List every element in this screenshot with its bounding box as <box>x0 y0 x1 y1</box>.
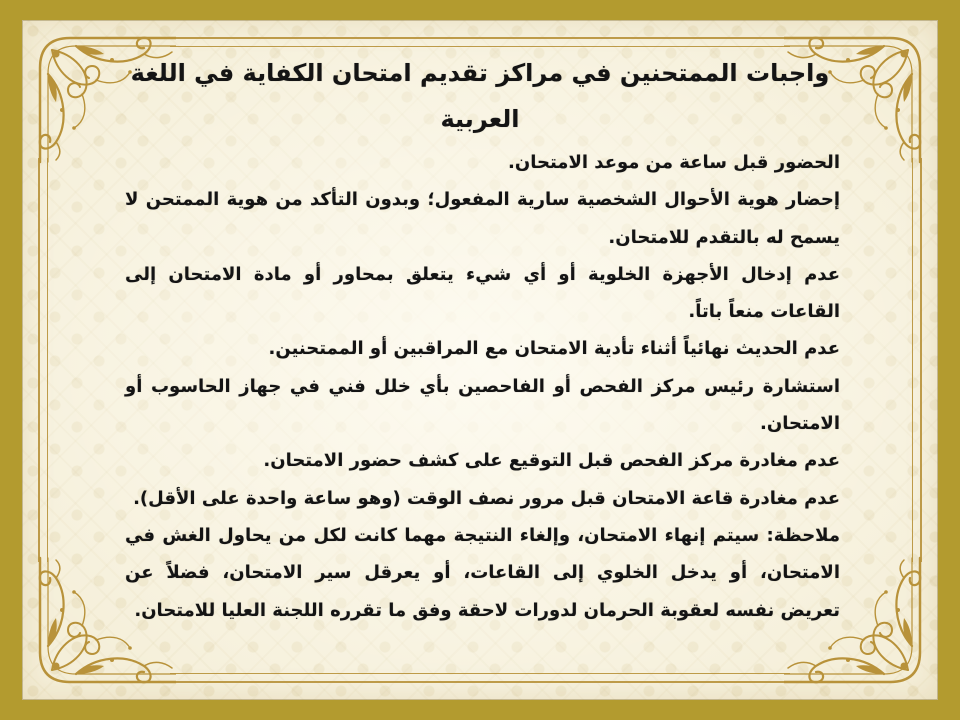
text-line: الحضور قبل ساعة من موعد الامتحان. <box>508 152 840 173</box>
text-line: الامتحان. <box>760 413 840 435</box>
document-title <box>130 50 830 142</box>
text-line: تعريض نفسه لعقوبة الحرمان لدورات لاحقة وفق ما تقرره اللجنة العليا للامتحان. <box>134 599 840 621</box>
rule-item <box>125 368 840 443</box>
text-line: عدم مغادرة مركز الفحص قبل التوقيع على كشف حضور الامتحان. <box>263 450 840 472</box>
frame-rule-top <box>170 37 790 47</box>
text-line: إحضار هوية الأحوال الشخصية سارية المفعول؛ وبدون التأكد من هوية الممتحن لا <box>125 189 840 211</box>
rule-item <box>125 256 840 331</box>
note-item <box>125 517 840 629</box>
text-line: عدم مغادرة قاعة الامتحان قبل مرور نصف الوقت (وهو ساعة واحدة على الأقل). <box>133 487 840 509</box>
text-line: عدم إدخال الأجهزة الخلوية أو أي شيء يتعلق بمحاور أو مادة الامتحان إلى <box>125 263 840 285</box>
document-body <box>125 144 840 629</box>
frame-rule-left <box>38 158 48 562</box>
frame-rule-bottom <box>170 673 790 683</box>
text-line: الامتحان، أو يدخل الخلوي إلى القاعات، أو يعرقل سير الامتحان، فضلاً عن <box>125 562 840 584</box>
text-line: استشارة رئيس مركز الفحص أو الفاحصين بأي خلل فني في جهاز الحاسوب أو <box>125 375 840 397</box>
title-line: واجبات الممتحنين في مراكز تقديم امتحان الكفاية في اللغة <box>130 59 830 87</box>
rule-item <box>125 144 840 181</box>
rule-item <box>125 442 840 479</box>
text-line: يسمح له بالتقدم للامتحان. <box>608 226 840 248</box>
title-line: العربية <box>440 105 520 133</box>
text-line: ملاحظة: سيتم إنهاء الامتحان، وإلغاء النتيجة مهما كانت لكل من يحاول الغش في <box>125 524 840 546</box>
frame-rule-right <box>912 158 922 562</box>
text-line: عدم الحديث نهائياً أثناء تأدية الامتحان مع المراقبين أو الممتحنين. <box>268 338 840 360</box>
rule-item <box>125 480 840 517</box>
text-line: القاعات منعاً باتاً. <box>688 301 840 323</box>
rule-item <box>125 181 840 256</box>
rule-item <box>125 330 840 367</box>
